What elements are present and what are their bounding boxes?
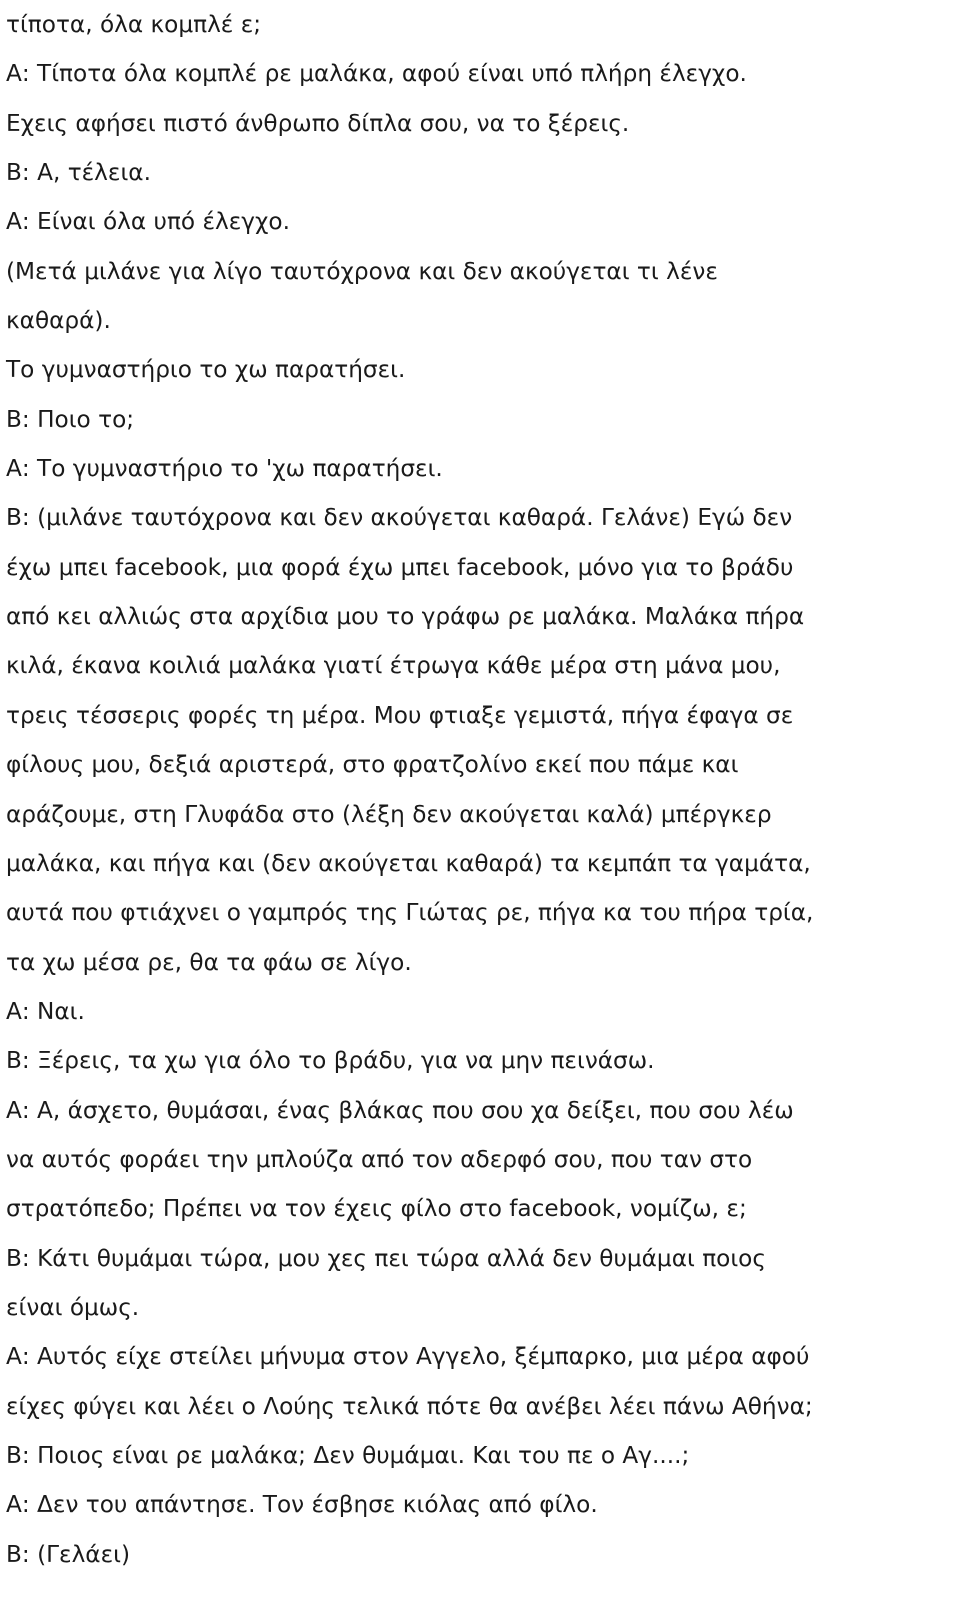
transcript-line: Α: Αυτός είχε στείλει μήνυμα στον Αγγελο, ξέμπαρκο, μια μέρα αφού [6,1343,810,1371]
transcript-line: κιλά, έκανα κοιλιά μαλάκα γιατί έτρωγα κάθε μέρα στη μάνα μου, [6,652,781,680]
transcript-line: Α: Ναι. [6,997,85,1025]
transcript-line: Β: (μιλάνε ταυτόχρονα και δεν ακούγεται καθαρά. Γελάνε) Εγώ δεν [6,504,793,532]
transcript-line: είχες φύγει και λέει ο Λούης τελικά πότε θα ανέβει λέει πάνω Αθήνα; [6,1392,813,1420]
transcript-line: (Μετά μιλάνε για λίγο ταυτόχρονα και δεν ακούγεται τι λένε [6,257,718,285]
transcript-line: Το γυμναστήριο το χω παρατήσει. [6,356,406,384]
transcript-line: αυτά που φτιάχνει ο γαμπρός της Γιώτας ρε, πήγα κα του πήρα τρία, [6,899,814,927]
transcript-line: τίποτα, όλα κομπλέ ε; [6,11,262,38]
transcript-line: Α: Τίποτα όλα κομπλέ ρε μαλάκα, αφού είναι υπό πλήρη έλεγχο. [6,60,747,88]
transcript-line: τρεις τέσσερις φορές τη μέρα. Μου φτιαξε γεμιστά, πήγα έφαγα σε [6,701,794,729]
transcript-line: Β: Ποιος είναι ρε μαλάκα; Δεν θυμάμαι. Και του πε ο Αγ....; [6,1441,690,1469]
transcript-line: είναι όμως. [6,1293,140,1321]
transcript-page [6,0,946,1579]
transcript-line: μαλάκα, και πήγα και (δεν ακούγεται καθαρά) τα κεμπάπ τα γαμάτα, [6,849,811,877]
transcript-line: στρατόπεδο; Πρέπει να τον έχεις φίλο στο facebook, νομίζω, ε; [6,1195,747,1223]
transcript-line: φίλους μου, δεξιά αριστερά, στο φρατζολίνο εκεί που πάμε και [6,751,739,779]
transcript-line: Α: Δεν του απάντησε. Τον έσβησε κιόλας από φίλο. [6,1491,598,1519]
transcript-line: Β: (Γελάει) [6,1540,131,1568]
transcript-line: αράζουμε, στη Γλυφάδα στο (λέξη δεν ακούγεται καλά) μπέργκερ [6,800,772,828]
transcript-line: από κει αλλιώς στα αρχίδια μου το γράφω ρε μαλάκα. Μαλάκα πήρα [6,603,805,631]
transcript-line: να αυτός φοράει την μπλούζα από τον αδερφό σου, που ταν στο [6,1145,753,1173]
transcript-line: Α: Είναι όλα υπό έλεγχο. [6,208,290,236]
transcript-line: Β: Α, τέλεια. [6,159,151,187]
transcript-line: Α: Το γυμναστήριο το 'χω παρατήσει. [6,455,443,483]
transcript-line: Β: Κάτι θυμάμαι τώρα, μου χες πει τώρα αλλά δεν θυμάμαι ποιος [6,1244,766,1272]
transcript-line: Εχεις αφήσει πιστό άνθρωπο δίπλα σου, να το ξέρεις. [6,109,630,137]
transcript-line: έχω μπει facebook, μια φορά έχω μπει facebook, μόνο για το βράδυ [6,553,794,581]
transcript-line: Α: Α, άσχετο, θυμάσαι, ένας βλάκας που σου χα δείξει, που σου λέω [6,1096,794,1124]
transcript-line: τα χω μέσα ρε, θα τα φάω σε λίγο. [6,948,412,976]
transcript-line: καθαρά). [6,307,111,335]
transcript-line: Β: Ξέρεις, τα χω για όλο το βράδυ, για να μην πεινάσω. [6,1047,655,1075]
transcript-line: Β: Ποιο το; [6,405,135,433]
